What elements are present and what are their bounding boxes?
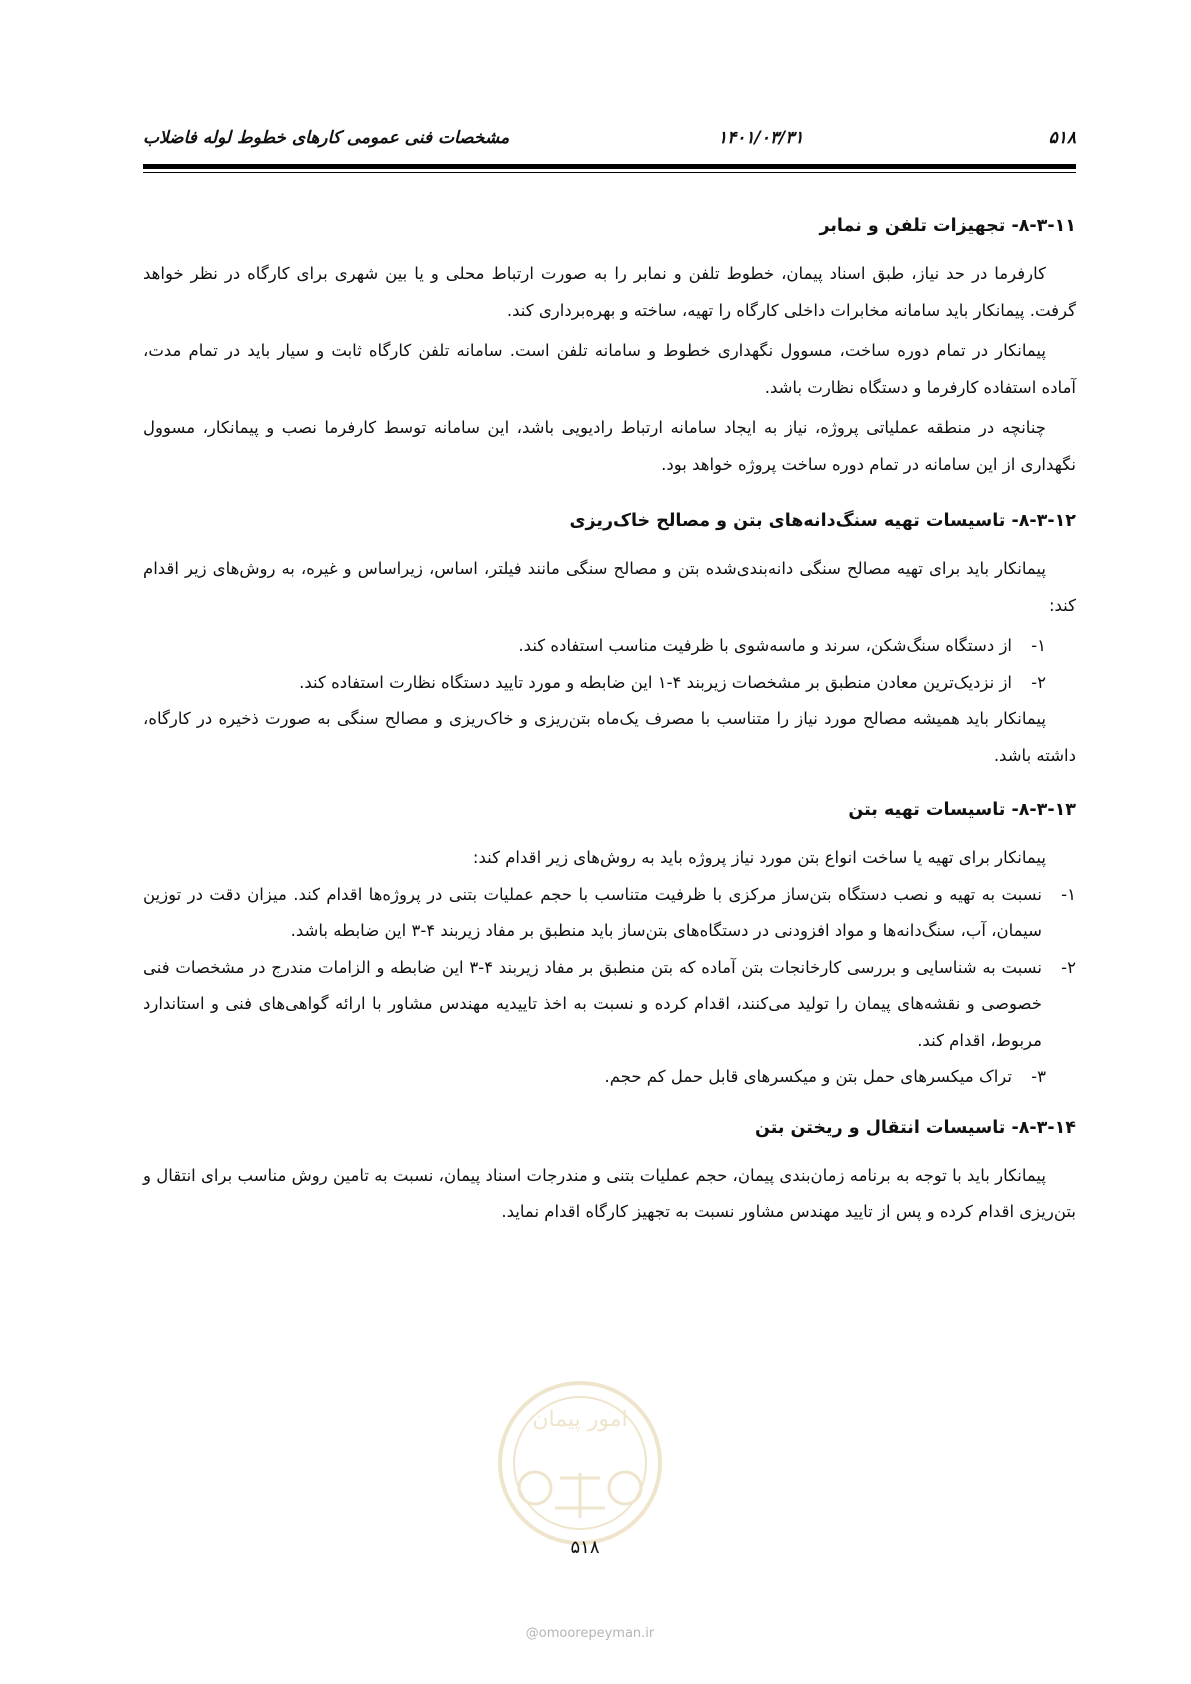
list-item: [143, 950, 1076, 1060]
header-title: مشخصات فنی عمومی کارهای خطوط لوله فاضلاب: [143, 128, 510, 148]
section-title-aggregates: ۸-۳-۱۲- تاسیسات تهیه سنگ‌دانه‌های بتن و مصالح خاک‌ریزی: [569, 511, 1076, 531]
section-title-concrete-transport: ۸-۳-۱۴- تاسیسات انتقال و ریختن بتن: [754, 1117, 1076, 1138]
list-item-text: از دستگاه سنگ‌شکن، سرند و ماسه‌شوی با ظرفیت مناسب استفاده کند.: [518, 636, 1012, 655]
list-item: [143, 877, 1076, 950]
list-item-text: تراک میکسرهای حمل بتن و میکسرهای قابل حمل کم حجم.: [604, 1067, 1012, 1086]
list-item-text: از نزدیک‌ترین معادن منطبق بر مشخصات زیربند ۴-۱ این ضابطه و مورد تایید دستگاه نظارت استفاده کند.: [299, 672, 1012, 692]
paragraph: پیمانکار باید با توجه به برنامه زمان‌بندی پیمان، حجم عملیات بتنی و مندرجات اسناد پیمان، نسبت به تامین روش مناسب برای انتقال و بتن‌ریزی اقدام کرده و پس از تایید مهندس مشاور نسبت به تجهیز کارگاه اقدام نماید.: [143, 1165, 1076, 1221]
list-item: [143, 628, 1076, 665]
list-item-number: ۲-: [1031, 672, 1046, 692]
header-rule-thin: [143, 172, 1076, 173]
watermark-logo: [495, 1378, 665, 1548]
list-item: [143, 1059, 1076, 1096]
running-header: [143, 128, 1076, 154]
list-item-text: نسبت به تهیه و نصب دستگاه بتن‌ساز مرکزی با ظرفیت متناسب با حجم عملیات بتنی در پروژه‌ها اقدام کند. میزان دقت در توزین سیمان، آب، سنگ‌دانه‌ها و مواد افزودنی در دستگاه‌های بتن‌ساز باید منطبق بر مفاد زیربند ۴-۳ این ضابطه باشد.: [143, 884, 1042, 940]
list-item-number: ۱-: [1031, 636, 1046, 655]
footer-page-number: ۵۱۸: [570, 1537, 600, 1558]
paragraph: کارفرما در حد نیاز، طبق اسناد پیمان، خطوط تلفن و نمابر را به صورت ارتباط محلی و یا بین شهری برای کارگاه در نظر خواهد گرفت. پیمانکار باید سامانه مخابرات داخلی کارگاه را تهیه، ساخته و بهره‌برداری کند.: [143, 264, 1076, 320]
watermark-text: امور پیمان: [532, 1407, 628, 1432]
list-item-text: نسبت به شناسایی و بررسی کارخانجات بتن آماده که بتن منطبق بر مفاد زیربند ۴-۳ این ضابطه و الزامات مندرج در مشخصات فنی خصوصی و نقشه‌های پیمان را تولید می‌کنند، اقدام کرده و نسبت به اخذ تاییدیه مهندس مشاور با ارائه گواهی‌های فنی و استاندارد مربوط، اقدام کند.: [143, 957, 1042, 1050]
page-body: [143, 208, 1076, 1231]
list-item: [143, 665, 1076, 702]
header-page-number: ۵۱۸: [1048, 128, 1076, 148]
paragraph: پیمانکار باید برای تهیه مصالح سنگی دانه‌بندی‌شده بتن و مصالح سنگی مانند فیلتر، اساس، زیراساس و غیره، به روش‌های زیر اقدام کند:: [143, 559, 1076, 615]
header-rule-thick: [143, 164, 1076, 169]
paragraph: پیمانکار در تمام دوره ساخت، مسوول نگهداری خطوط و سامانه تلفن است. سامانه تلفن کارگاه ثابت و سیار باید در تمام مدت، آماده استفاده کارفرما و دستگاه نظارت باشد.: [143, 341, 1076, 397]
header-date: ۱۴۰۱/۰۳/۳۱: [718, 128, 804, 148]
section-title-telephone: ۸-۳-۱۱- تجهیزات تلفن و نمابر: [819, 216, 1076, 236]
list-item-number: ۲-: [1061, 957, 1076, 977]
list-item-number: ۳-: [1031, 1067, 1046, 1086]
paragraph: چنانچه در منطقه عملیاتی پروژه، نیاز به ایجاد سامانه ارتباط رادیویی باشد، این سامانه توسط کارفرما نصب و پیمانکار، مسوول نگهداری از این سامانه در تمام دوره ساخت پروژه خواهد بود.: [143, 418, 1076, 474]
paragraph: پیمانکار باید همیشه مصالح مورد نیاز را متناسب با مصرف یک‌ماه بتن‌ریزی و خاک‌ریزی و مصالح سنگی به صورت ذخیره در کارگاه، داشته باشد.: [143, 709, 1076, 765]
section-title-concrete-plant: ۸-۳-۱۳- تاسیسات تهیه بتن: [848, 800, 1076, 820]
list-item-number: ۱-: [1061, 884, 1076, 904]
footer-website: @omoorepeyman.ir: [525, 1626, 655, 1641]
paragraph: پیمانکار برای تهیه یا ساخت انواع بتن مورد نیاز پروژه باید به روش‌های زیر اقدام کند:: [472, 848, 1046, 867]
